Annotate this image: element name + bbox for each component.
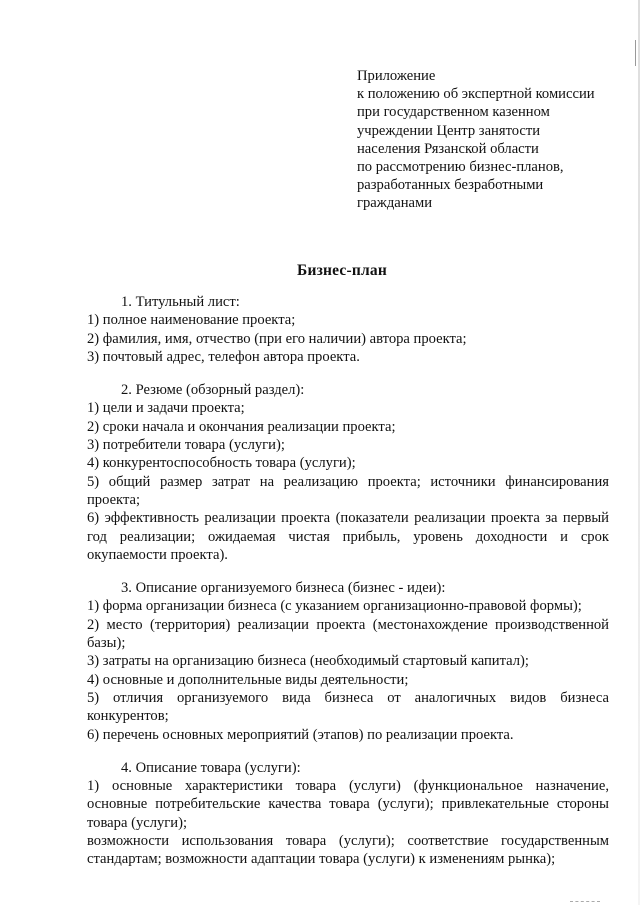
list-item: 6) эффективность реализации проекта (показатели реализации проекта за первый год реализации; ожидаемая чистая прибыль, уровень доходности и срок окупаемости проекта). [87,510,609,563]
appendix-line: учреждении Центр занятости [357,122,541,139]
document-body [87,293,609,869]
list-item: 1) основные характеристики товара (услуги) (функциональное назначение, основные потребительские качества товара (услуги); привлекательные стороны товара (услуги); [87,778,609,831]
list-item: возможности использования товара (услуги); соответствие государственным стандартам; возможности адаптации товара (услуги) к изменениям рынка); [87,833,609,868]
appendix-note [357,67,627,213]
section-4 [87,759,609,869]
section-heading: 2. Резюме (обзорный раздел): [121,382,305,399]
appendix-line: разработанных безработными [357,177,544,194]
appendix-line: к положению об экспертной комиссии [357,86,595,103]
list-item: 2) сроки начала и окончания реализации проекта; [87,418,396,435]
appendix-line: при государственном казенном [357,104,550,121]
appendix-line: Приложение [357,68,436,84]
appendix-line: по рассмотрению бизнес-планов, [357,159,564,176]
appendix-line: населения Рязанской области [357,140,539,157]
list-item: 2) место (территория) реализации проекта (местонахождение производственной базы); [87,616,609,652]
list-item: 1) цели и задачи проекта; [87,400,245,417]
list-item: 2) фамилия, имя, отчество (при его наличии) автора проекта; [87,330,467,347]
list-item: 5) общий размер затрат на реализацию проекта; источники финансирования проекта; [87,473,609,508]
appendix-line: гражданами [357,195,433,212]
section-heading: 3. Описание организуемого бизнеса (бизнес - идеи): [121,580,446,597]
list-item: 1) форма организации бизнеса (с указанием организационно-правовой формы); [87,598,582,615]
list-item: 6) перечень основных мероприятий (этапов) по реализации проекта. [87,726,514,743]
section-3 [87,579,609,744]
list-item: 1) полное наименование проекта; [87,312,296,329]
section-2 [87,381,609,564]
scan-mark [635,40,636,66]
list-item: 3) потребители товара (услуги); [87,437,285,454]
section-heading: 1. Титульный лист: [121,294,240,310]
list-item: 3) затраты на организацию бизнеса (необходимый стартовый капитал); [87,653,529,670]
section-heading: 4. Описание товара (услуги): [121,759,301,776]
list-item: 5) отличия организуемого вида бизнеса от аналогичных видов бизнеса конкурентов; [87,689,609,725]
list-item: 4) конкурентоспособность товара (услуги); [87,455,356,472]
scan-dash [570,901,600,903]
section-1 [87,293,609,366]
list-item: 4) основные и дополнительные виды деятельности; [87,671,409,688]
document-title: Бизнес-план [297,262,387,279]
list-item: 3) почтовый адрес, телефон автора проекта. [87,348,360,365]
